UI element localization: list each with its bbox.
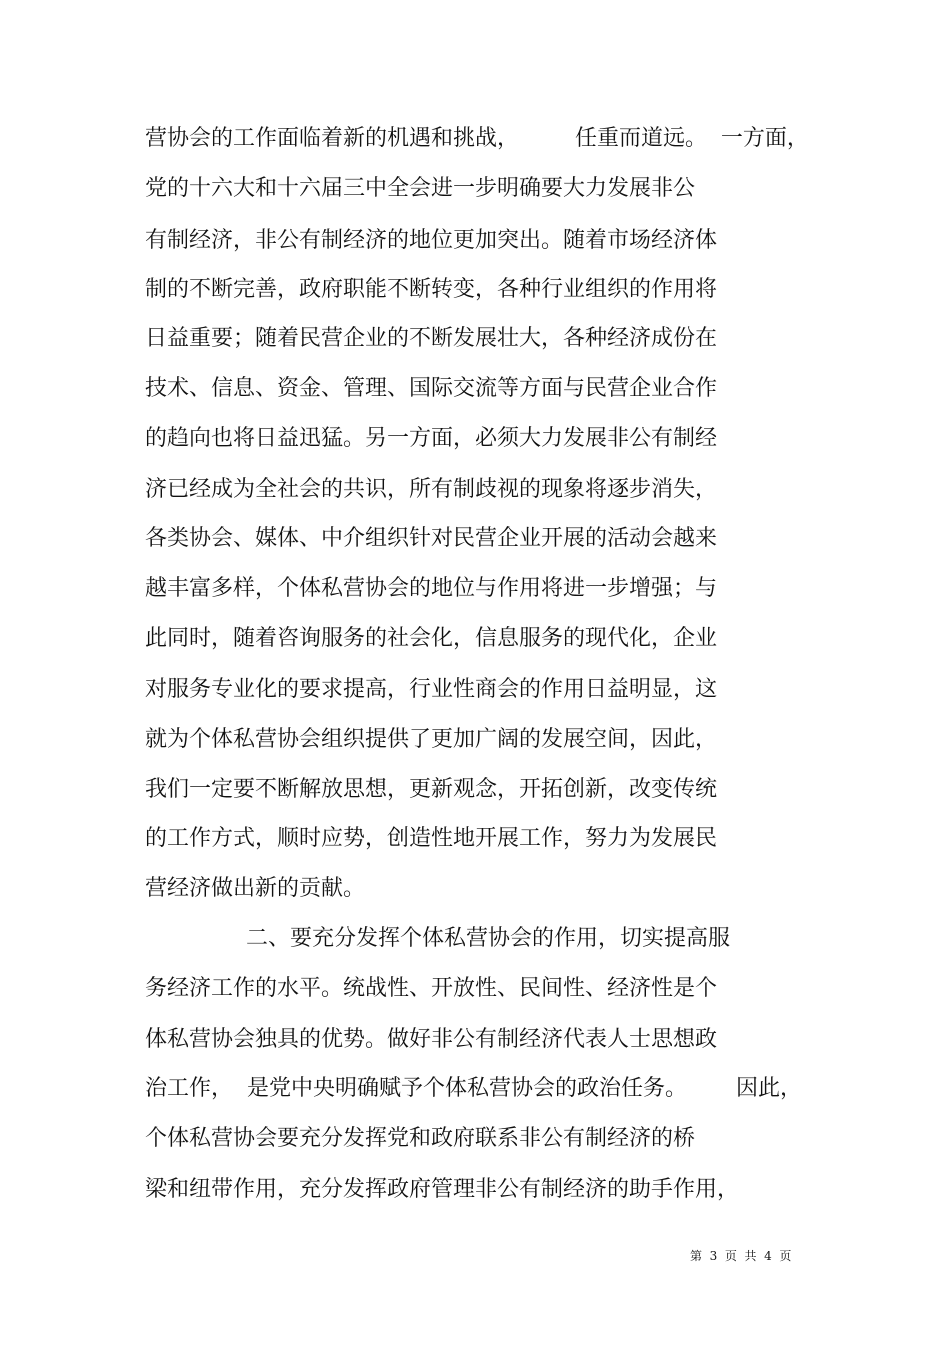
body-line: 我们一定要不断解放思想，更新观念，开拓创新，改变传统 (145, 777, 718, 802)
body-line: 就为个体私营协会组织提供了更加广阔的发展空间，因此， (145, 727, 718, 752)
body-line: 此同时，随着咨询服务的社会化，信息服务的现代化，企业 (145, 626, 718, 651)
body-line: 技术、信息、资金、管理、国际交流等方面与民营企业合作 (145, 376, 718, 401)
page-number-footer: 第 3 页 共 4 页 (690, 1249, 792, 1263)
section-heading-line: 二、要充分发挥个体私营协会的作用，切实提高服 (246, 926, 731, 951)
body-line: 的工作方式，顺时应势，创造性地开展工作，努力为发展民 (145, 826, 718, 851)
body-line: 对服务专业化的要求提高，行业性商会的作用日益明显，这 (145, 677, 718, 702)
body-line: 制的不断完善，政府职能不断转变，各种行业组织的作用将 (145, 277, 718, 302)
body-line: 营经济做出新的贡献。 (145, 876, 366, 901)
body-line: 日益重要；随着民营企业的不断发展壮大，各种经济成份在 (145, 326, 718, 351)
body-line: 治工作， 是党中央明确赋予个体私营协会的政治任务。 因此， (145, 1076, 802, 1101)
body-line: 越丰富多样，个体私营协会的地位与作用将进一步增强；与 (145, 576, 718, 601)
body-line: 的趋向也将日益迅猛。另一方面，必须大力发展非公有制经 (145, 426, 718, 451)
body-line: 营协会的工作面临着新的机遇和挑战， 任重而道远。 一方面， (145, 126, 809, 151)
body-line: 务经济工作的水平。统战性、开放性、民间性、经济性是个 (145, 976, 718, 1001)
body-line: 各类协会、媒体、中介组织针对民营企业开展的活动会越来 (145, 526, 718, 551)
body-line: 党的十六大和十六届三中全会进一步明确要大力发展非公 (145, 176, 696, 201)
body-line: 梁和纽带作用，充分发挥政府管理非公有制经济的助手作用， (145, 1177, 740, 1202)
body-line: 个体私营协会要充分发挥党和政府联系非公有制经济的桥 (145, 1126, 696, 1151)
body-line: 有制经济，非公有制经济的地位更加突出。随着市场经济体 (145, 228, 718, 253)
body-line: 体私营协会独具的优势。做好非公有制经济代表人士思想政 (145, 1027, 718, 1052)
body-line: 济已经成为全社会的共识，所有制歧视的现象将逐步消失， (145, 477, 718, 502)
